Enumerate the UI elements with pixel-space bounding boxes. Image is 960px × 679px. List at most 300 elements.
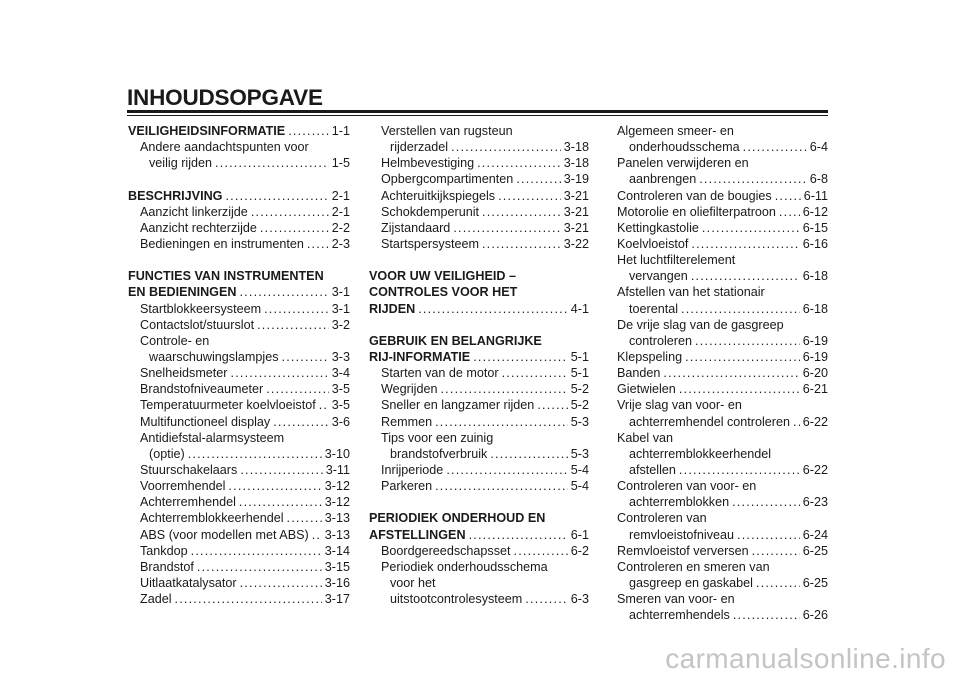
toc-entry-title: Vrije slag van voor- en: [617, 398, 742, 413]
toc-section-heading: [369, 527, 589, 543]
toc-page-number: 6-20: [802, 366, 828, 381]
toc-page-number: 3-12: [324, 479, 350, 494]
toc-entry-title: aanbrengen: [629, 172, 697, 187]
toc-spacer: [369, 252, 589, 268]
toc-entry-title: Helmbevestiging: [381, 156, 475, 171]
toc-entry: [617, 139, 828, 155]
toc-entry: [617, 333, 828, 349]
toc-entry: [128, 301, 350, 317]
toc-entry-title: onderhoudsschema: [629, 140, 740, 155]
toc-page-number: 6-16: [802, 236, 828, 251]
dot-leader: [469, 527, 568, 543]
toc-entry-title: (optie): [149, 446, 185, 461]
toc-entry: [128, 430, 350, 446]
toc-page-number: 3-1: [331, 285, 350, 300]
dot-leader: [453, 220, 560, 236]
toc-entry: [128, 510, 350, 526]
dot-leader: [312, 527, 322, 543]
dot-leader: [264, 301, 329, 317]
title-rule-thin: [127, 115, 828, 116]
dot-leader: [685, 349, 800, 365]
toc-entry: [617, 462, 828, 478]
toc-entry: [369, 220, 589, 236]
toc-page-number: 3-6: [331, 414, 350, 429]
toc-entry-title: Snelheidsmeter: [140, 366, 228, 381]
dot-leader: [537, 397, 567, 413]
toc-entry-title: afstellen: [629, 462, 676, 477]
dot-leader: [775, 188, 801, 204]
toc-entry: [369, 478, 589, 494]
toc-page-number: 5-1: [570, 366, 589, 381]
toc-entry-title: Brandstofniveaumeter: [140, 382, 264, 397]
toc-page-number: 6-2: [570, 543, 589, 558]
toc-page-number: 6-25: [802, 543, 828, 558]
dot-leader: [215, 155, 329, 171]
toc-page-number: 2-1: [331, 188, 350, 203]
toc-page-number: 1-5: [331, 156, 350, 171]
toc-entry: [617, 397, 828, 413]
toc-entry-title: Tips voor een zuinig: [381, 430, 494, 445]
toc-entry: [369, 236, 589, 252]
toc-entry-title: Voorremhendel: [140, 479, 226, 494]
toc-entry: [128, 494, 350, 510]
toc-entry: [369, 430, 589, 446]
dot-leader: [752, 543, 800, 559]
toc-page-number: 6-22: [802, 414, 828, 429]
toc-section-heading: [369, 284, 589, 300]
toc-page-number: 5-4: [570, 462, 589, 477]
toc-entry-title: Stuurschakelaars: [140, 462, 238, 477]
toc-entry-title: Kabel van: [617, 430, 674, 445]
dot-leader: [702, 220, 800, 236]
toc-page-number: 6-19: [802, 349, 828, 364]
toc-entry: [369, 414, 589, 430]
toc-entry: [617, 559, 828, 575]
toc-entry-title: Panelen verwijderen en: [617, 156, 749, 171]
toc-page-number: 5-4: [570, 479, 589, 494]
toc-page-number: 6-4: [809, 140, 828, 155]
toc-entry-title: achterremblokken: [629, 495, 730, 510]
toc-page-number: 5-2: [570, 398, 589, 413]
toc-page-number: 3-21: [563, 188, 589, 203]
toc-entry: [617, 591, 828, 607]
dot-leader: [307, 236, 329, 252]
toc-entry-title: Controle- en: [140, 333, 210, 348]
dot-leader: [681, 301, 800, 317]
toc-page-number: 3-14: [324, 543, 350, 558]
toc-entry-title: VEILIGHEIDSINFORMATIE: [128, 124, 286, 138]
toc-spacer: [128, 252, 350, 268]
toc-entry-title: Remvloeistof verversen: [617, 543, 749, 558]
toc-entry-title: Zijstandaard: [381, 220, 451, 235]
toc-entry-title: VOOR UW VEILIGHEID –: [369, 269, 516, 284]
toc-entry-title: Smeren van voor- en: [617, 592, 735, 607]
toc-entry: [369, 575, 589, 591]
toc-page-number: 6-8: [809, 172, 828, 187]
toc-entry: [128, 527, 350, 543]
toc-entry: [128, 559, 350, 575]
toc-entry: [617, 494, 828, 510]
dot-leader: [502, 365, 568, 381]
toc-entry-title: Tankdop: [140, 543, 188, 558]
dot-leader: [516, 171, 560, 187]
toc-page-number: 6-12: [802, 204, 828, 219]
toc-entry: [617, 236, 828, 252]
toc-entry: [128, 543, 350, 559]
dot-leader: [679, 381, 800, 397]
toc-entry: [128, 220, 350, 236]
toc-page-number: 3-19: [563, 172, 589, 187]
toc-entry: [617, 268, 828, 284]
dot-leader: [191, 543, 322, 559]
toc-page-number: 3-10: [324, 446, 350, 461]
toc-page-number: 5-2: [570, 382, 589, 397]
toc-entry-title: Temperatuurmeter koelvloeistof: [140, 398, 316, 413]
toc-entry: [369, 446, 589, 462]
toc-entry: [128, 575, 350, 591]
toc-page-number: 6-18: [802, 301, 828, 316]
toc-entry-title: Algemeen smeer- en: [617, 124, 734, 138]
toc-entry: [617, 284, 828, 300]
toc-entry-title: AFSTELLINGEN: [369, 527, 466, 542]
toc-section-heading: [369, 510, 589, 526]
toc-entry-title: achterremblokkeerhendel: [629, 446, 772, 461]
toc-entry: [617, 510, 828, 526]
toc-entry-title: remvloeistofniveau: [629, 527, 734, 542]
dot-leader: [490, 446, 567, 462]
dot-leader: [743, 139, 807, 155]
toc-section-heading: [128, 284, 350, 300]
toc-page-number: 6-3: [570, 592, 589, 607]
toc-entry-title: Andere aandachtspunten voor: [140, 140, 309, 155]
toc-entry-title: BESCHRIJVING: [128, 188, 223, 203]
toc-entry-title: Contactslot/stuurslot: [140, 317, 255, 332]
toc-page-number: 6-11: [803, 188, 828, 203]
toc-page-number: 3-13: [324, 511, 350, 526]
toc-page-number: 3-21: [563, 220, 589, 235]
toc-entry-title: controleren: [629, 333, 693, 348]
toc-page-number: 3-13: [324, 527, 350, 542]
dot-leader: [525, 591, 568, 607]
toc-page-number: 3-1: [331, 301, 350, 316]
toc-entry-title: vervangen: [629, 269, 688, 284]
title-rule-thick: [127, 110, 828, 113]
toc-entry: [617, 171, 828, 187]
dot-leader: [732, 494, 800, 510]
toc-entry: [617, 252, 828, 268]
dot-leader: [793, 414, 800, 430]
toc-entry-title: EN BEDIENINGEN: [128, 285, 237, 300]
toc-entry: [617, 349, 828, 365]
toc-page-number: 6-18: [802, 269, 828, 284]
dot-leader: [514, 543, 568, 559]
toc-page-number: 3-15: [324, 559, 350, 574]
toc-entry: [369, 543, 589, 559]
toc-entry: [617, 204, 828, 220]
toc-entry-title: Inrijperiode: [381, 462, 444, 477]
dot-leader: [691, 236, 799, 252]
toc-entry-title: Koelvloeistof: [617, 236, 689, 251]
dot-leader: [440, 381, 567, 397]
toc-entry-title: Starten van de motor: [381, 366, 499, 381]
dot-leader: [240, 575, 322, 591]
dot-leader: [231, 365, 329, 381]
toc-page-number: 6-1: [570, 527, 589, 542]
toc-entry-title: Gietwielen: [617, 382, 676, 397]
toc-column-3: [617, 123, 828, 623]
dot-leader: [691, 268, 800, 284]
toc-entry-title: Banden: [617, 366, 661, 381]
toc-entry-title: CONTROLES VOOR HET: [369, 285, 518, 300]
dot-leader: [733, 607, 800, 623]
toc-page-number: 3-18: [563, 140, 589, 155]
toc-entry-title: ABS (voor modellen met ABS): [140, 527, 309, 542]
toc-entry-title: Sneller en langzamer rijden: [381, 398, 535, 413]
toc-entry: [369, 139, 589, 155]
toc-page-number: 3-17: [324, 592, 350, 607]
toc-page-number: 3-2: [331, 317, 350, 332]
toc-entry: [128, 446, 350, 462]
dot-leader: [779, 204, 800, 220]
toc-section-heading: [128, 188, 350, 204]
dot-leader: [451, 139, 561, 155]
toc-page-number: 3-22: [563, 236, 589, 251]
toc-entry: [617, 414, 828, 430]
dot-leader: [288, 123, 329, 139]
toc-entry-title: rijderzadel: [390, 140, 449, 155]
dot-leader: [260, 220, 329, 236]
dot-leader: [679, 462, 800, 478]
toc-entry: [128, 478, 350, 494]
toc-page-number: 2-3: [331, 236, 350, 251]
toc-entry-title: Achteruitkijkspiegels: [381, 188, 496, 203]
toc-page-number: 2-1: [331, 204, 350, 219]
toc-page-number: 3-5: [331, 382, 350, 397]
dot-leader: [188, 446, 322, 462]
toc-entry: [369, 365, 589, 381]
dot-leader: [266, 381, 329, 397]
toc-page-number: 3-21: [563, 204, 589, 219]
toc-entry: [617, 365, 828, 381]
toc-entry-title: Verstellen van rugsteun: [381, 124, 513, 138]
toc-page-number: 6-22: [802, 462, 828, 477]
dot-leader: [257, 317, 329, 333]
toc-entry: [617, 478, 828, 494]
dot-leader: [239, 494, 322, 510]
toc-section-heading: [128, 123, 350, 139]
toc-entry-title: achterremhendel controleren: [629, 414, 791, 429]
dot-leader: [319, 397, 329, 413]
dot-leader: [251, 204, 329, 220]
toc-entry: [369, 397, 589, 413]
toc-entry: [369, 171, 589, 187]
toc-entry: [617, 430, 828, 446]
toc-entry: [128, 462, 350, 478]
dot-leader: [435, 414, 568, 430]
toc-page-number: 6-24: [802, 527, 828, 542]
toc-entry: [369, 559, 589, 575]
toc-entry-title: Startblokkeersysteem: [140, 301, 262, 316]
watermark: carmanualsonline.info: [665, 643, 946, 674]
toc-entry-title: Controleren van voor- en: [617, 479, 757, 494]
toc-column-1: [128, 123, 350, 607]
toc-entry: [617, 527, 828, 543]
toc-entry-title: voor het: [390, 575, 436, 590]
dot-leader: [197, 559, 322, 575]
toc-entry-title: Brandstof: [140, 559, 194, 574]
toc-entry-title: Aanzicht rechterzijde: [140, 220, 257, 235]
toc-page-number: 3-18: [563, 156, 589, 171]
dot-leader: [225, 188, 328, 204]
toc-entry-title: Controleren en smeren van: [617, 559, 770, 574]
toc-entry-title: Motorolie en oliefilterpatroon: [617, 204, 776, 219]
toc-entry-title: Afstellen van het stationair: [617, 285, 765, 300]
toc-page-number: 3-11: [325, 462, 350, 477]
toc-entry-title: achterremhendels: [629, 608, 730, 623]
toc-entry-title: GEBRUIK EN BELANGRIJKE: [369, 333, 542, 348]
toc-entry-title: Bedieningen en instrumenten: [140, 236, 304, 251]
toc-entry-title: RIJ-INFORMATIE: [369, 349, 471, 364]
toc-entry-title: De vrije slag van de gasgreep: [617, 317, 784, 332]
toc-entry-title: toerental: [629, 301, 679, 316]
toc-entry: [617, 155, 828, 171]
toc-entry: [617, 220, 828, 236]
toc-section-heading: [369, 301, 589, 317]
toc-page-number: 3-4: [331, 366, 350, 381]
toc-entry-title: Achterremblokkeerhendel: [140, 511, 284, 526]
dot-leader: [482, 204, 561, 220]
toc-section-heading: [369, 333, 589, 349]
dot-leader: [756, 575, 800, 591]
dot-leader: [435, 478, 568, 494]
toc-page-number: 4-1: [570, 301, 589, 316]
toc-page-number: 6-23: [802, 495, 828, 510]
dot-leader: [498, 188, 561, 204]
toc-column-2: [369, 123, 589, 607]
toc-entry: [128, 365, 350, 381]
toc-page-number: 5-1: [570, 349, 589, 364]
toc-entry: [617, 188, 828, 204]
dot-leader: [418, 301, 568, 317]
toc-page-number: 2-2: [331, 220, 350, 235]
toc-entry-title: brandstofverbruik: [390, 446, 488, 461]
toc-spacer: [128, 171, 350, 187]
toc-section-heading: [128, 268, 350, 284]
toc-entry-title: uitstootcontrolesysteem: [390, 592, 523, 607]
toc-entry-title: Uitlaatkatalysator: [140, 575, 237, 590]
toc-page-number: 6-21: [802, 382, 828, 397]
toc-page-number: 1-1: [331, 124, 350, 138]
toc-entry: [128, 155, 350, 171]
dot-leader: [473, 349, 568, 365]
toc-entry-title: RIJDEN: [369, 301, 416, 316]
toc-entry-title: Antidiefstal-alarmsysteem: [140, 430, 285, 445]
page-title: INHOUDSOPGAVE: [127, 85, 323, 110]
toc-entry-title: Controleren van: [617, 511, 707, 526]
toc-entry: [128, 139, 350, 155]
toc-entry: [128, 236, 350, 252]
dot-leader: [663, 365, 799, 381]
toc-entry: [128, 317, 350, 333]
toc-entry-title: waarschuwingslampjes: [149, 349, 279, 364]
toc-entry: [128, 333, 350, 349]
toc-entry: [369, 123, 589, 139]
toc-section-heading: [369, 268, 589, 284]
dot-leader: [282, 349, 329, 365]
toc-entry: [617, 317, 828, 333]
dot-leader: [699, 171, 807, 187]
toc-entry: [128, 397, 350, 413]
toc-page-number: 3-3: [331, 349, 350, 364]
toc-entry-title: Schokdemperunit: [381, 204, 480, 219]
toc-entry-title: Het luchtfilterelement: [617, 253, 736, 268]
toc-entry-title: Kettingkastolie: [617, 220, 699, 235]
dot-leader: [273, 414, 329, 430]
dot-leader: [175, 591, 322, 607]
toc-entry: [369, 381, 589, 397]
dot-leader: [695, 333, 800, 349]
dot-leader: [737, 527, 800, 543]
toc-entry-title: Klepspeling: [617, 349, 683, 364]
dot-leader: [287, 510, 322, 526]
toc-entry-title: FUNCTIES VAN INSTRUMENTEN: [128, 269, 324, 284]
toc-entry: [617, 381, 828, 397]
toc-entry-title: Boordgereedschapsset: [381, 543, 511, 558]
toc-entry: [617, 607, 828, 623]
toc-entry-title: Zadel: [140, 592, 172, 607]
toc-entry-title: Multifunctioneel display: [140, 414, 271, 429]
dot-leader: [477, 155, 561, 171]
toc-entry-title: Wegrijden: [381, 382, 438, 397]
toc-entry: [369, 204, 589, 220]
toc-entry: [128, 381, 350, 397]
toc-page-number: 6-15: [802, 220, 828, 235]
toc-entry: [128, 591, 350, 607]
toc-spacer: [369, 494, 589, 510]
toc-page-number: 3-12: [324, 495, 350, 510]
toc-page-number: 6-25: [802, 575, 828, 590]
toc-entry-title: Opbergcompartimenten: [381, 172, 514, 187]
toc-entry: [617, 123, 828, 139]
toc-page-number: 3-5: [331, 398, 350, 413]
toc-entry-title: Remmen: [381, 414, 433, 429]
toc-entry-title: veilig rijden: [149, 156, 212, 171]
toc-entry: [369, 591, 589, 607]
toc-entry-title: gasgreep en gaskabel: [629, 575, 753, 590]
toc-page-number: 5-3: [570, 446, 589, 461]
toc-entry-title: Parkeren: [381, 479, 433, 494]
dot-leader: [446, 462, 567, 478]
toc-section-heading: [369, 349, 589, 365]
toc-entry-title: Startspersysteem: [381, 236, 479, 251]
dot-leader: [228, 478, 321, 494]
toc-entry: [128, 349, 350, 365]
toc-entry: [369, 462, 589, 478]
dot-leader: [482, 236, 561, 252]
toc-page-number: 6-19: [802, 333, 828, 348]
toc-page-number: 3-16: [324, 575, 350, 590]
toc-entry: [128, 414, 350, 430]
toc-entry-title: PERIODIEK ONDERHOUD EN: [369, 511, 546, 526]
dot-leader: [239, 284, 328, 300]
dot-leader: [240, 462, 322, 478]
toc-entry: [369, 155, 589, 171]
toc-page-number: 6-26: [802, 608, 828, 623]
toc-entry: [128, 204, 350, 220]
toc-entry: [617, 301, 828, 317]
toc-spacer: [369, 317, 589, 333]
toc-entry-title: Aanzicht linkerzijde: [140, 204, 248, 219]
